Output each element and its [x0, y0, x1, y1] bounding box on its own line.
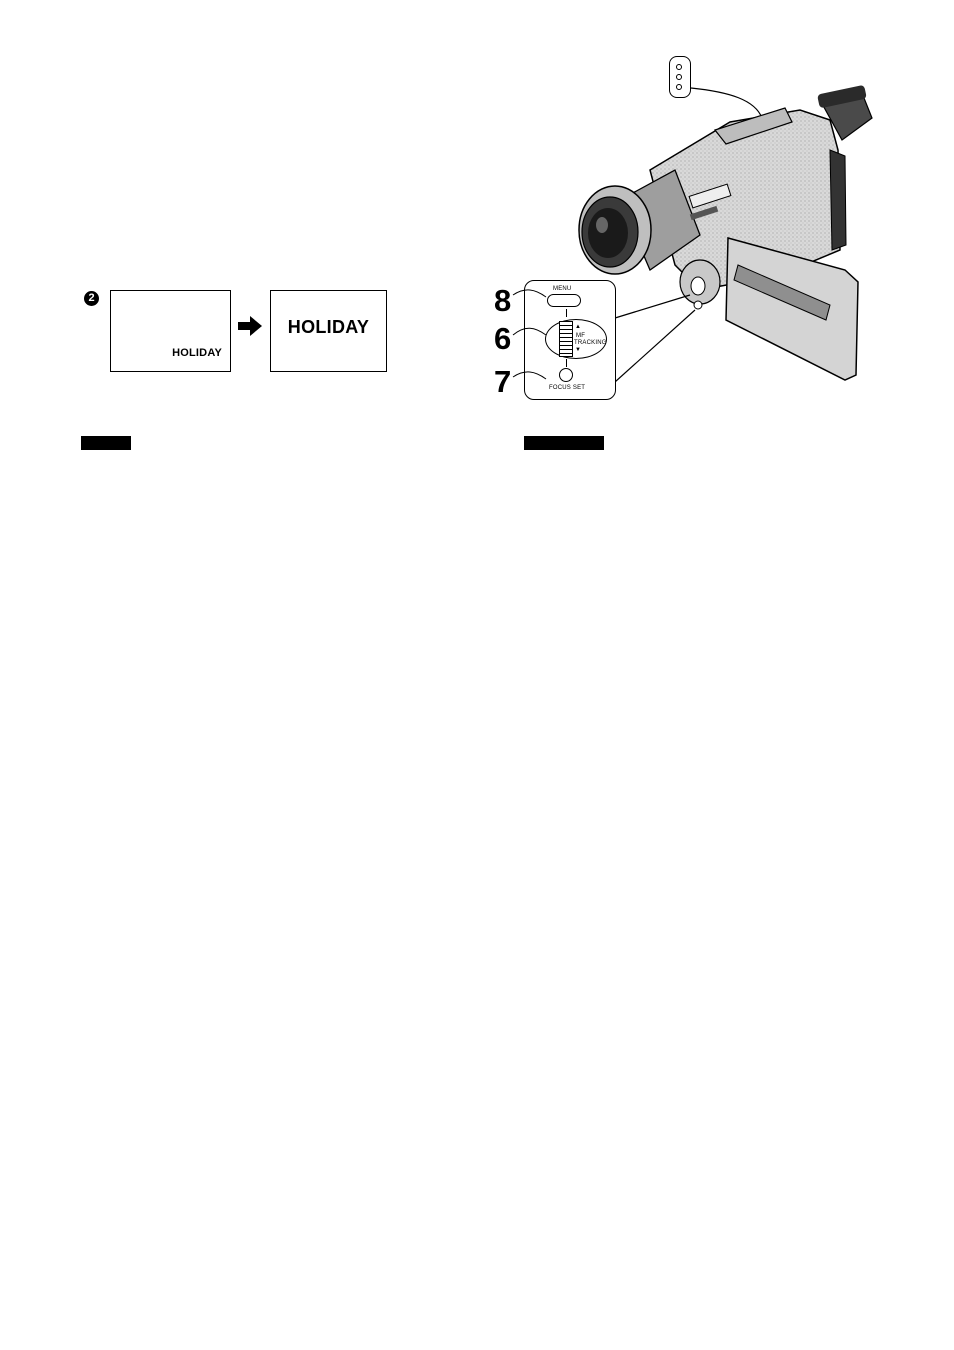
section-heading-bar-right [524, 436, 604, 450]
callout-number-7: 7 [494, 364, 512, 399]
down-arrow-icon: ▼ [575, 347, 582, 353]
step-2-marker: 2 [84, 291, 99, 306]
callout-number-6: 6 [494, 321, 512, 356]
menu-label: MENU [553, 286, 572, 292]
section-heading-bar-left [81, 436, 131, 450]
up-arrow-icon: ▲ [575, 324, 582, 330]
connector-line [566, 309, 567, 317]
focus-set-label: FOCUS SET [549, 385, 586, 391]
focus-set-button[interactable] [559, 368, 573, 382]
mf-tracking-dial[interactable] [559, 321, 573, 357]
dial-label-mf: MF [576, 333, 586, 339]
callout-number-8: 8 [494, 283, 512, 318]
title-text-large: HOLIDAY [287, 317, 370, 337]
screen-before [110, 290, 231, 372]
arrow-right-icon [238, 316, 262, 341]
screen-after [270, 290, 387, 372]
connector-line [566, 359, 567, 367]
callout-leader-lines [510, 285, 560, 385]
dial-label-tracking: TRACKING [574, 340, 607, 346]
title-text-small: HOLIDAY [172, 347, 222, 359]
